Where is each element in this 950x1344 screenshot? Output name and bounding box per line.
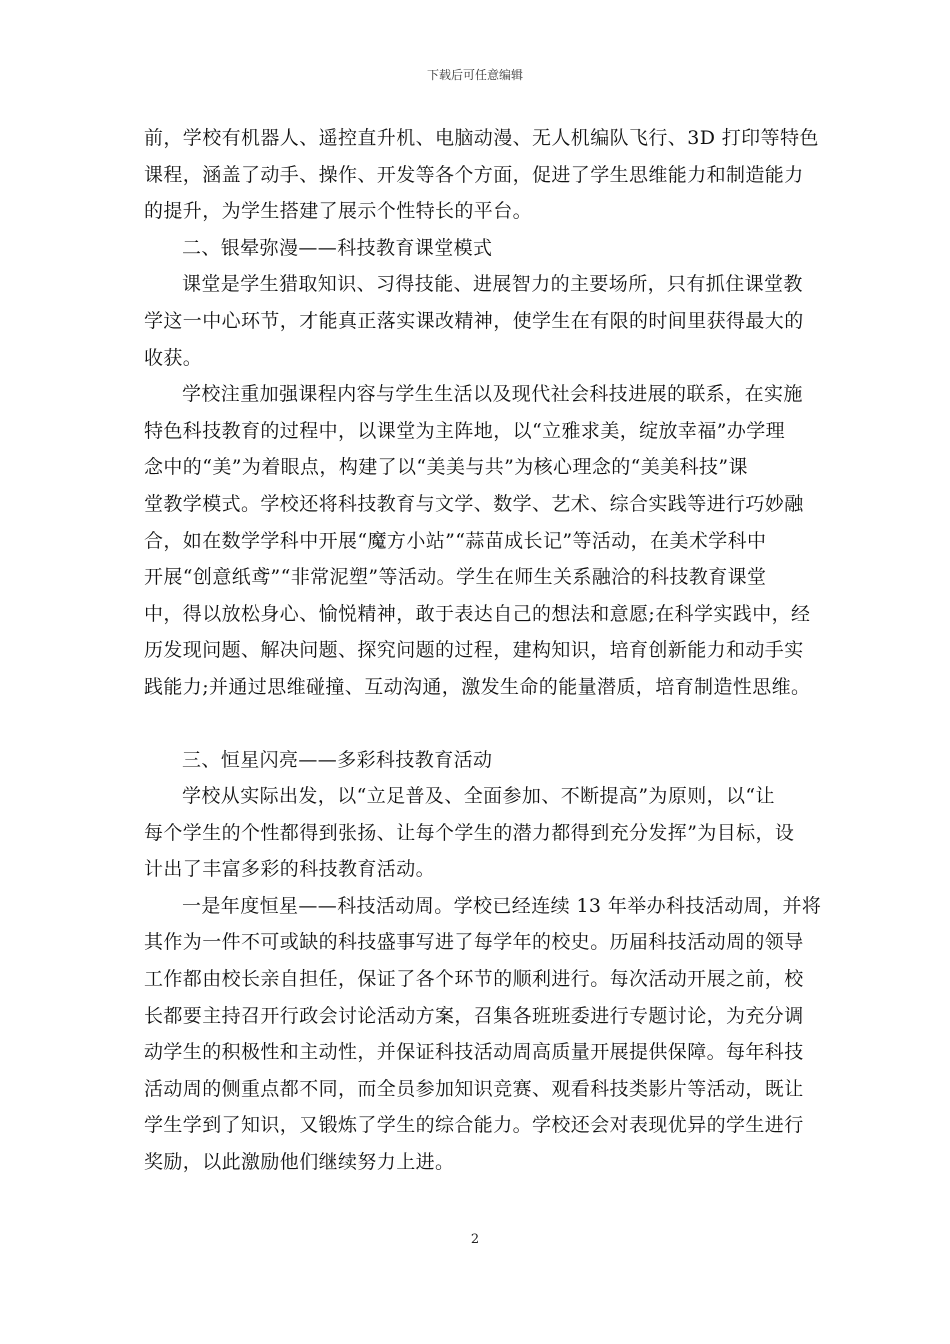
document-body <box>144 120 822 1181</box>
body-line: 念中的“美”为着眼点，构建了以“美美与共”为核心理念的“美美科技”课 <box>144 456 748 479</box>
body-line: 开展“创意纸鸢”“非常泥塑”等活动。学生在师生关系融洽的科技教育课堂 <box>144 566 767 589</box>
section-heading: 三、恒星闪亮——多彩科技教育活动 <box>182 748 493 771</box>
blank-line <box>144 706 806 742</box>
body-line: 工作都由校长亲自担任，保证了各个环节的顺利进行。每次活动开展之前，校 <box>144 968 804 991</box>
body-line: 堂教学模式。学校还将科技教育与文学、数学、艺术、综合实践等进行巧妙融 <box>144 492 804 515</box>
body-line: 学这一中心环节，才能真正落实课改精神，使学生在有限的时间里获得最大的 <box>144 309 804 332</box>
body-line: 活动周的侧重点都不同，而全员参加知识竞赛、观看科技类影片等活动，既让 <box>144 1077 804 1100</box>
body-line: 历发现问题、解决问题、探究问题的过程，建构知识，培育创新能力和动手实 <box>144 639 804 662</box>
body-line: 践能力;并通过思维碰撞、互动沟通，激发生命的能量潜质，培育制造性思维。 <box>144 675 811 698</box>
page-number: 2 <box>470 1232 480 1247</box>
body-line: 课程，涵盖了动手、操作、开发等各个方面，促进了学生思维能力和制造能力 <box>144 163 804 186</box>
body-line: 奖励，以此激励他们继续努力上进。 <box>144 1151 455 1174</box>
body-line: 计出了丰富多彩的科技教育活动。 <box>144 858 436 881</box>
section-heading: 二、银晕弥漫——科技教育课堂模式 <box>182 236 493 259</box>
body-line: 动学生的积极性和主动性，并保证科技活动周高质量开展提供保障。每年科技 <box>144 1041 804 1064</box>
body-line: 特色科技教育的过程中，以课堂为主阵地，以“立雅求美，绽放幸福”办学理 <box>144 419 786 442</box>
body-line: 的提升，为学生搭建了展示个性特长的平台。 <box>144 200 533 223</box>
body-line: 课堂是学生猎取知识、习得技能、进展智力的主要场所，只有抓住课堂教 <box>182 273 803 296</box>
body-line: 收获。 <box>144 346 203 369</box>
body-line: 学校注重加强课程内容与学生生活以及现代社会科技进展的联系，在实施 <box>182 383 803 406</box>
body-line: 长都要主持召开行政会讨论活动方案，召集各班班委进行专题讨论，为充分调 <box>144 1004 804 1027</box>
page-header: 下载后可任意编辑 <box>426 68 523 82</box>
body-line: 前，学校有机器人、遥控直升机、电脑动漫、无人机编队飞行、3D 打印等特色 <box>144 127 819 149</box>
body-line: 学生学到了知识，又锻炼了学生的综合能力。学校还会对表现优异的学生进行 <box>144 1114 804 1137</box>
body-line: 学校从实际出发，以“立足普及、全面参加、不断提高”为原则，以“让 <box>182 785 775 808</box>
body-line: 中，得以放松身心、愉悦精神，敢于表达自己的想法和意愿;在科学实践中，经 <box>144 602 811 625</box>
body-line: 合，如在数学学科中开展“魔方小站”“蒜苗成长记”等活动，在美术学科中 <box>144 529 767 552</box>
body-line: 一是年度恒星——科技活动周。学校已经连续 13 年举办科技活动周，并将 <box>182 894 822 917</box>
body-line: 每个学生的个性都得到张扬、让每个学生的潜力都得到充分发挥”为目标，设 <box>144 821 795 844</box>
body-line: 其作为一件不可或缺的科技盛事写进了每学年的校史。历届科技活动周的领导 <box>144 931 804 954</box>
